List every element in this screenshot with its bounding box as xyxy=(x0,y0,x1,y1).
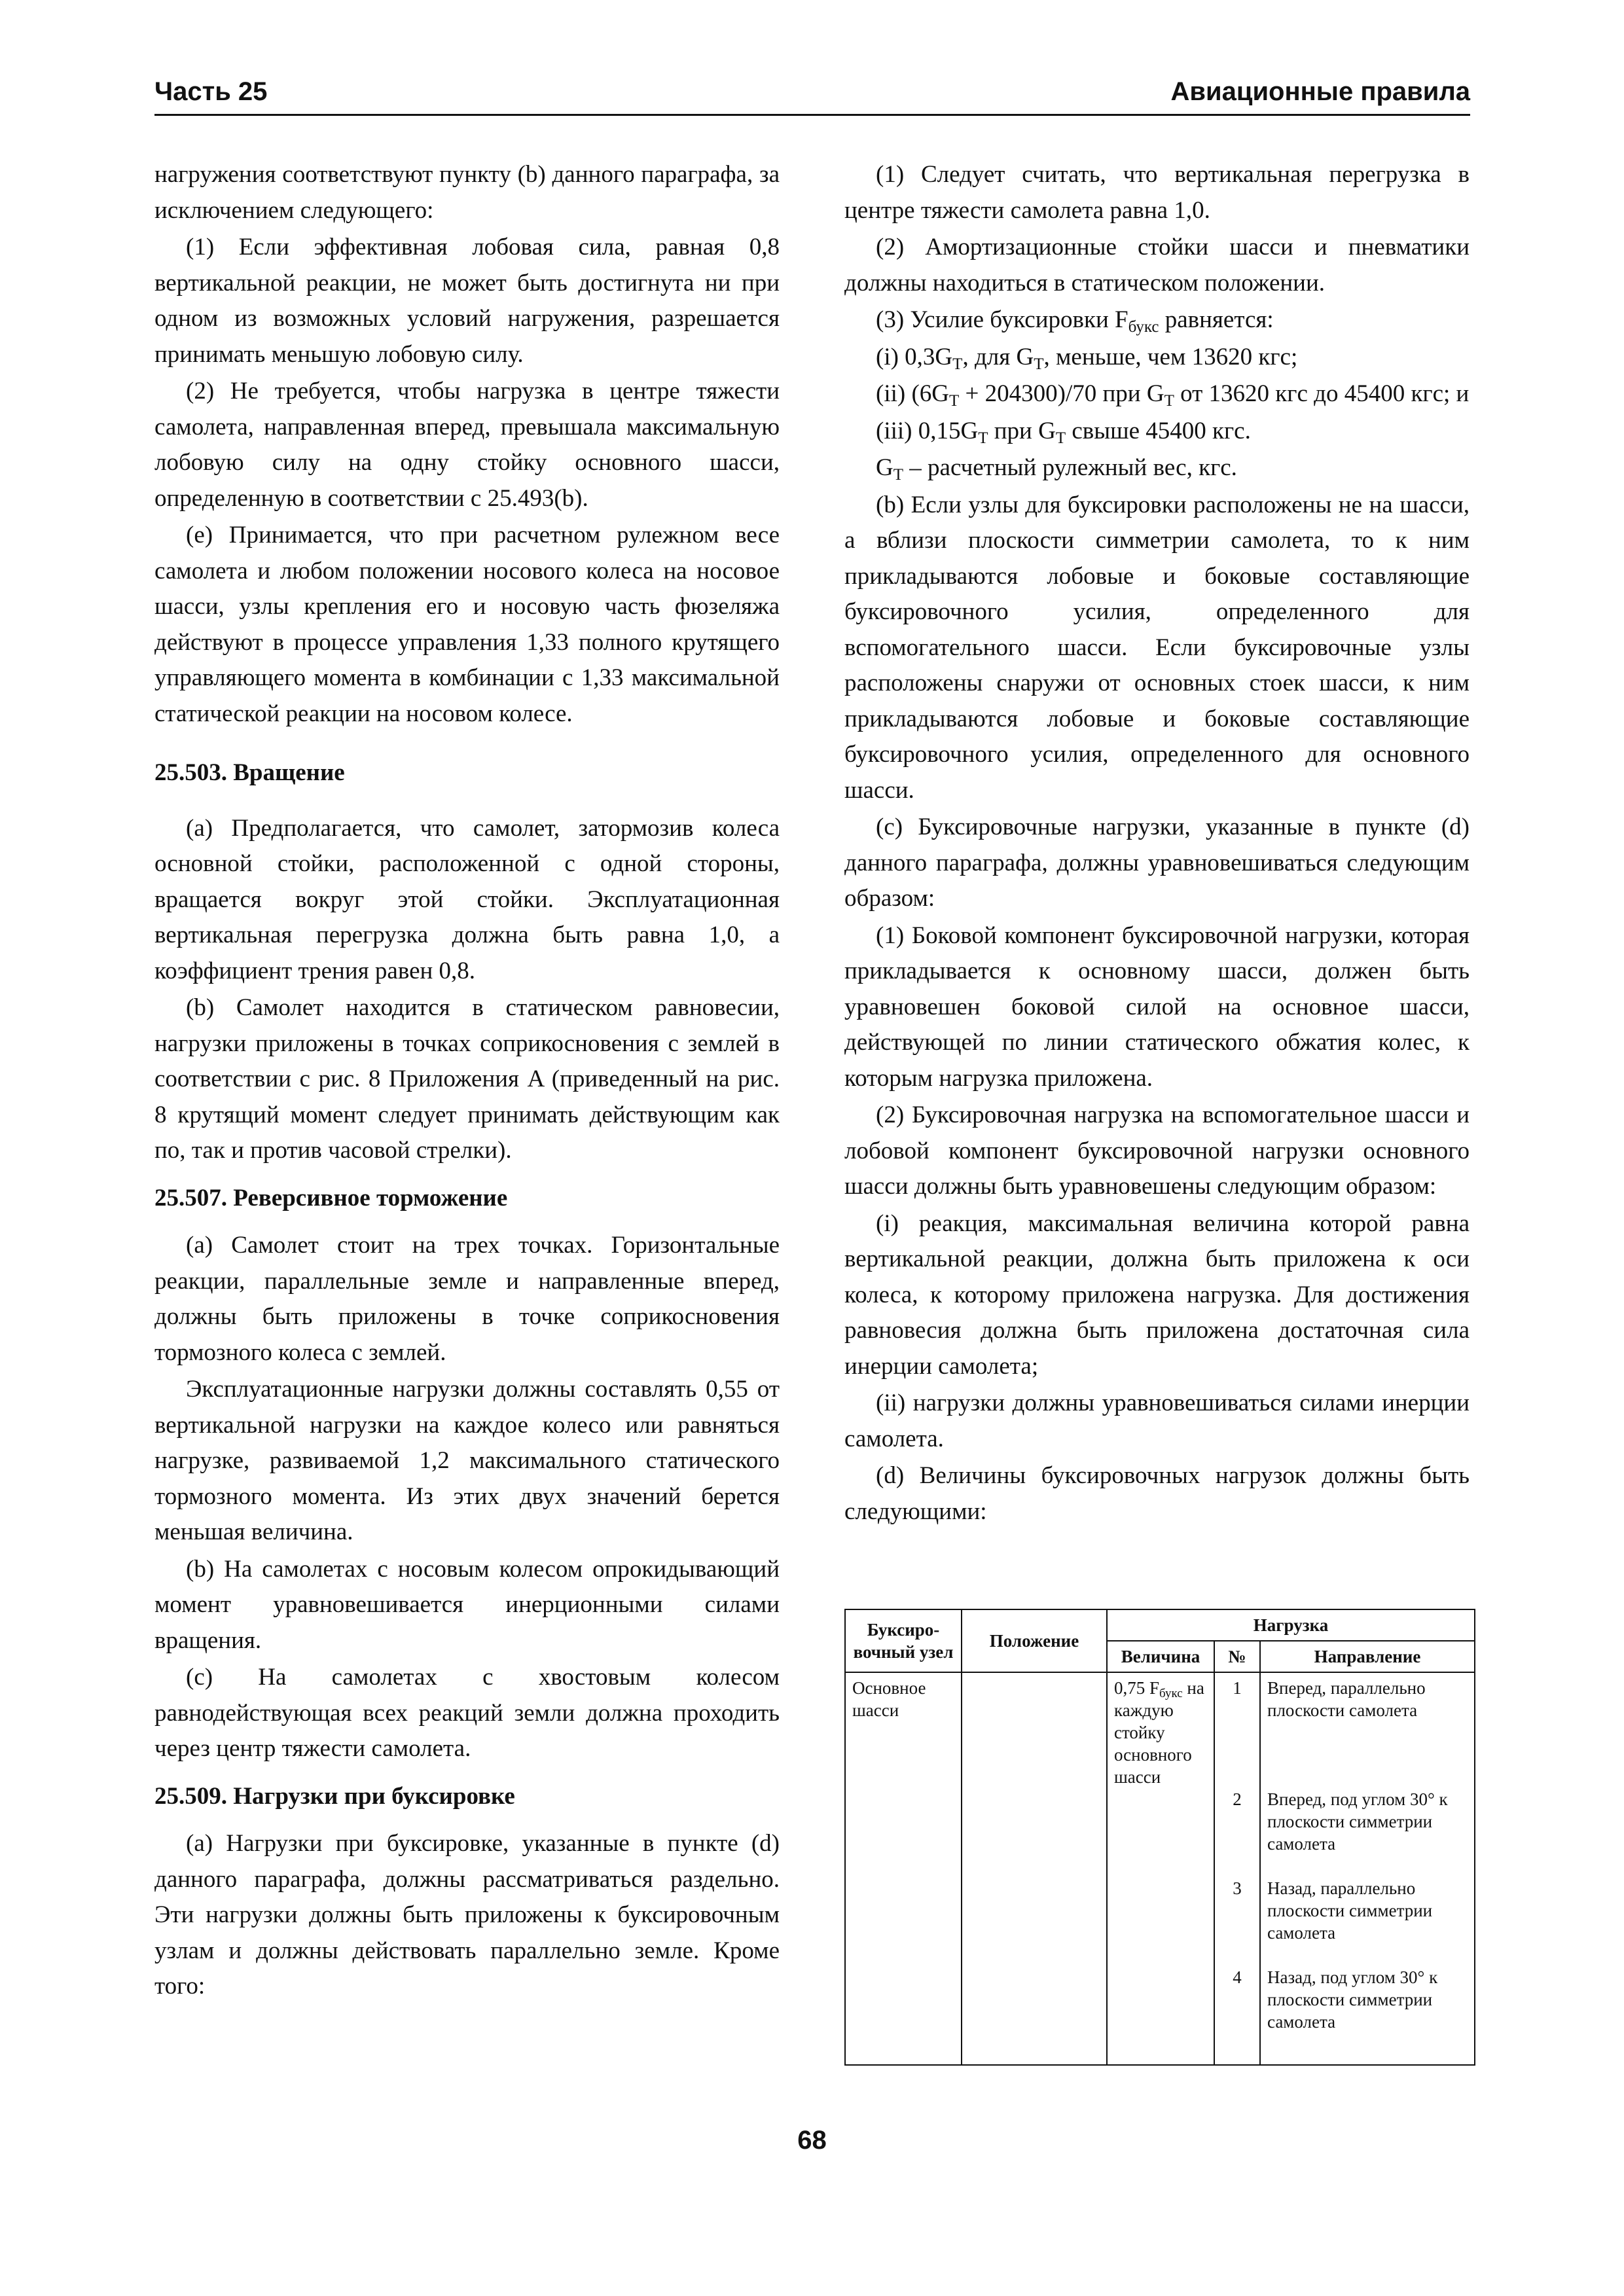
paragraph: (e) Принимается, что при расчетном рулежном весе самолета и любом положении носового колеса на носовое шасси, узлы крепления его и носовую часть фюзеляжа действуют в процессе управления 1,33 полного крутящего управляющего момента в комбинации с 1,33 максимальной статической реакции на носовом колесе. xyxy=(154,522,780,727)
page-number: 68 xyxy=(797,2126,827,2155)
paragraph: (2) Амортизационные стойки шасси и пневматики должны находиться в статическом положении. xyxy=(844,234,1470,296)
paragraph: (a) Предполагается, что самолет, затормозив колеса основной стойки, расположенной с одной стороны, вращается вокруг этой стойки. Эксплуатационная вертикальная перегрузка должна быть равна 1,0, а коэффициент трения равен 0,8. xyxy=(154,814,780,984)
direction-text: Вперед, параллельно плоскости самолета xyxy=(1267,1678,1426,1720)
header-title: Авиационные правила xyxy=(1170,77,1470,106)
cell-node: Основное шасси xyxy=(845,1672,962,2065)
section-heading-25-509: 25.509. Нагрузки при буксировке xyxy=(154,1782,515,1810)
table-row xyxy=(845,1672,1475,2065)
paragraph: (b) На самолетах с носовым колесом опрокидывающий момент уравновешивается инерционными силами вращения. xyxy=(154,1555,780,1654)
paragraph: (b) Самолет находится в статическом равновесии, нагрузки приложены в точках соприкосновения с землей в соответствии с рис. 8 Приложения A (приведенный на рис. 8 крутящий момент следует принимать действующим как по, так и против часовой стрелки). xyxy=(154,994,780,1164)
header-value: Величина xyxy=(1107,1641,1214,1672)
paragraph: (a) Самолет стоит на трех точках. Горизонтальные реакции, параллельные земле и направленные вперед, должны быть приложены в точке соприкосновения тормозного колеса с землей. xyxy=(154,1232,780,1366)
header-direction: Направление xyxy=(1260,1641,1475,1672)
paragraph-case-iii: (iii) $0,15G_Т$ при $G_Т$ свыше 45400 кгс. xyxy=(876,417,1251,447)
header-part: Часть 25 xyxy=(154,77,268,106)
paragraph: (1) Если эффективная лобовая сила, равная 0,8 вертикальной реакции, не может быть достигнута ни при одном из возможных условий нагружения, разрешается принимать меньшую лобовую силу. xyxy=(154,234,780,368)
cell-value: 0,75 $F_{букс}$ на каждую стойку основного шасси xyxy=(1107,1672,1214,2065)
towing-loads-table xyxy=(844,1609,1475,2066)
cell-numbers xyxy=(1214,1672,1260,2065)
paragraph: (i) реакция, максимальная величина которой равна вертикальной реакции, должна быть приложена к оси колеса, к которому приложена нагрузка. Для достижения равновесия должна быть приложена достаточная сила инерции самолета; xyxy=(844,1210,1470,1380)
page-header xyxy=(154,73,1470,116)
cell-directions xyxy=(1260,1672,1475,2065)
paragraph-case-i: (i) $0,3G_Т$, для $G_Т$, меньше, чем 13620 кгс; xyxy=(876,343,1298,373)
paragraph: (c) Буксировочные нагрузки, указанные в пункте (d) данного параграфа, должны уравновешиваться следующим образом: xyxy=(844,814,1470,912)
paragraph: (2) Буксировочная нагрузка на вспомогательное шасси и лобовой компонент буксировочной нагрузки основного шасси должны быть уравновешены следующим образом: xyxy=(844,1102,1470,1200)
paragraph: (1) Боковой компонент буксировочной нагрузки, которая прикладывается к основному шасси, должен быть уравновешен боковой силой на основное шасси, действующей по линии статического обжатия колес, к которым нагрузка приложена. xyxy=(844,922,1470,1092)
paragraph: (2) Не требуется, чтобы нагрузка в центре тяжести самолета, направленная вперед, превышала максимальную лобовую силу на одну стойку основного шасси, определенную в соответствии с 25.493(b). xyxy=(154,378,780,512)
paragraph: (a) Нагрузки при буксировке, указанные в пункте (d) данного параграфа, должны рассматриваться раздельно. Эти нагрузки должны быть приложены к буксировочным узлам и должны действовать параллельно земле. Кроме того: xyxy=(154,1830,780,2000)
section-heading-25-503: 25.503. Вращение xyxy=(154,759,345,786)
direction-number: 2 xyxy=(1233,1789,1242,1809)
header-load: Нагрузка xyxy=(1107,1609,1475,1641)
paragraph: нагружения соответствуют пункту (b) данного параграфа, за исключением следующего: xyxy=(154,161,780,224)
direction-number: 3 xyxy=(1233,1878,1242,1898)
header-number: № xyxy=(1214,1641,1260,1672)
paragraph-towing-force: (3) Усилие буксировки $F_{букс}$ равняется: xyxy=(876,306,1274,336)
paragraph-case-ii: (ii) $(6G_Т + 204300)/70$ при $G_Т$ от 13620 кгс до 45400 кгс; и xyxy=(876,380,1470,410)
table-header-row xyxy=(845,1609,1475,1641)
header-towing-node: Буксиро-вочный узел xyxy=(845,1609,962,1672)
right-column xyxy=(844,157,1470,1531)
paragraph: (c) На самолетах с хвостовым колесом равнодействующая всех реакций земли должна проходить через центр тяжести самолета. xyxy=(154,1664,780,1762)
paragraph: (b) Если узлы для буксировки расположены не на шасси, а вблизи плоскости симметрии самолета, то к ним прикладываются лобовые и боковые составляющие буксировочного усилия, определенного для вспомогательного шасси. Если буксировочные узлы расположены снаружи от основных стоек шасси, к ним прикладываются лобовые и боковые составляющие буксировочного усилия, определенного для основного шасси. xyxy=(844,491,1470,804)
cell-position xyxy=(962,1672,1107,2065)
direction-text: Вперед, под углом 30° к плоскости симметрии самолета xyxy=(1267,1789,1448,1854)
direction-text: Назад, под углом 30° к плоскости симметрии самолета xyxy=(1267,1967,1438,2032)
paragraph: (ii) нагрузки должны уравновешиваться силами инерции самолета. xyxy=(844,1390,1470,1452)
paragraph: (d) Величины буксировочных нагрузок должны быть следующими: xyxy=(844,1462,1470,1525)
paragraph-definition: $G_Т$ – расчетный рулежный вес, кгс. xyxy=(876,454,1237,484)
section-heading-25-507: 25.507. Реверсивное торможение xyxy=(154,1184,508,1211)
header-position: Положение xyxy=(962,1609,1107,1672)
paragraph: Эксплуатационные нагрузки должны составлять 0,55 от вертикальной нагрузки на каждое колесо или равняться нагрузке, развиваемой 1,2 максимального статического тормозного момента. Из этих двух значений берется меньшая величина. xyxy=(154,1376,780,1545)
paragraph: (1) Следует считать, что вертикальная перегрузка в центре тяжести самолета равна 1,0. xyxy=(844,161,1470,224)
direction-number: 1 xyxy=(1233,1678,1242,1698)
direction-text: Назад, параллельно плоскости симметрии самолета xyxy=(1267,1878,1433,1943)
left-column xyxy=(154,157,780,2006)
direction-number: 4 xyxy=(1233,1967,1242,1987)
